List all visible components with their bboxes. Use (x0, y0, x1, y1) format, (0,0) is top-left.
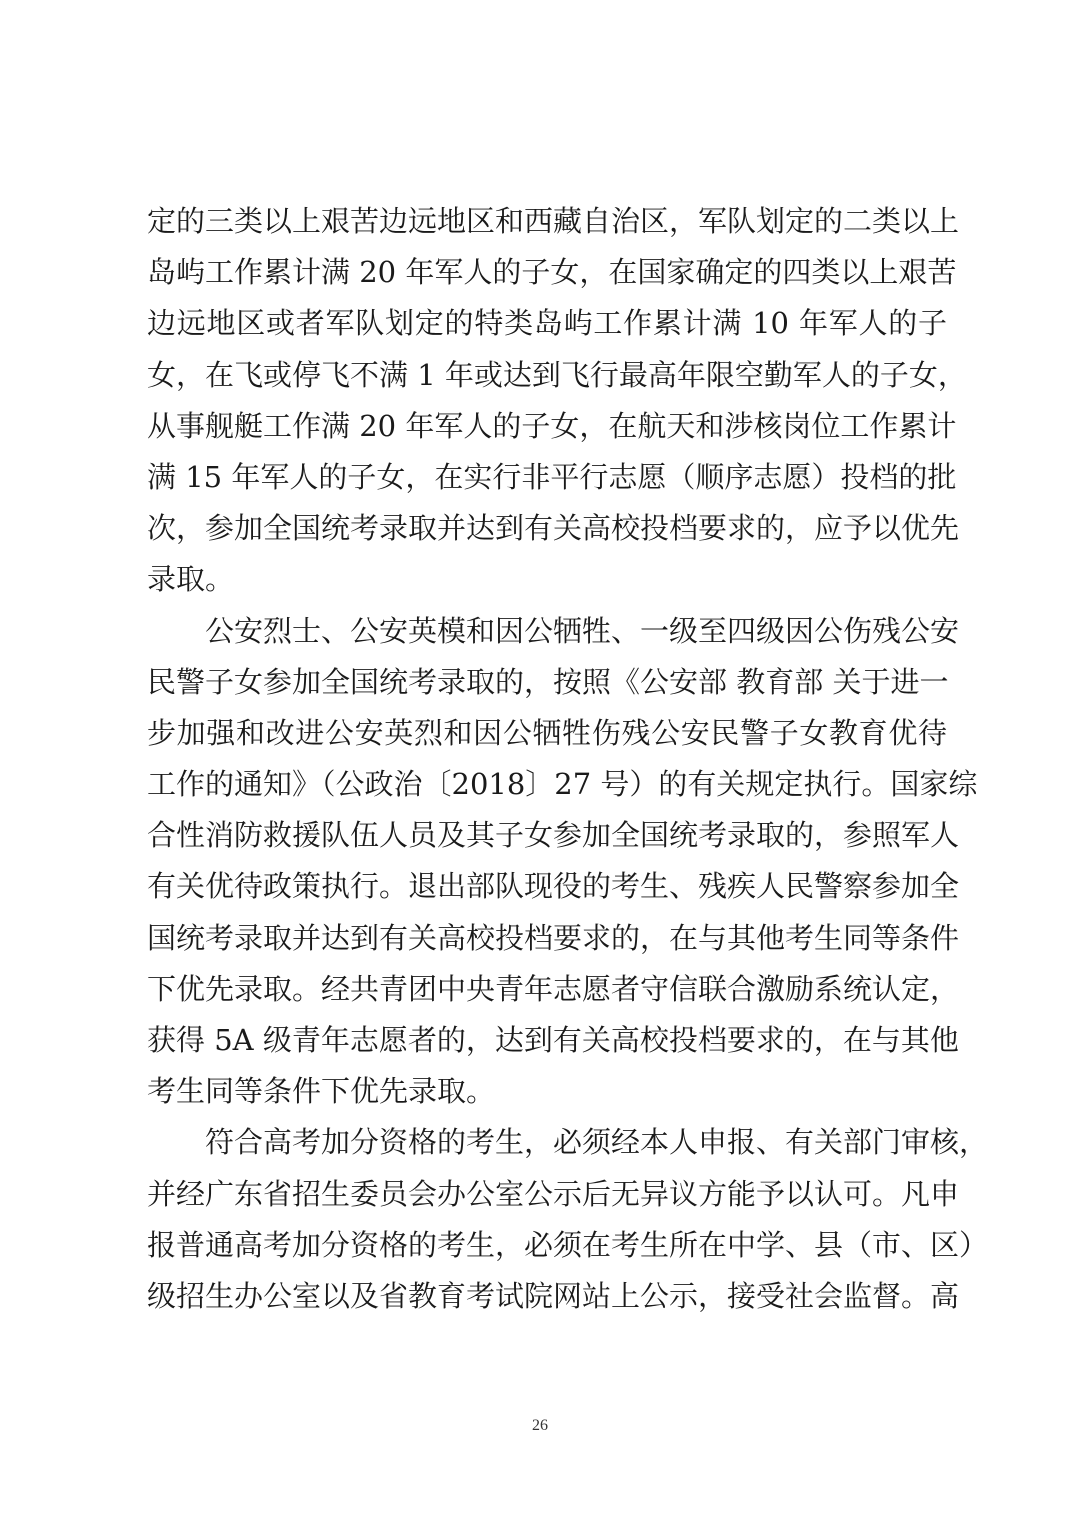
text-line: 步加强和改进公安英烈和因公牺牲伤残公安民警子女教育优待 (147, 715, 947, 750)
text-line: 工作的通知》（公政治〔2018〕27 号）的有关规定执行。国家综 (147, 767, 978, 802)
text-line: 民警子女参加全国统考录取的，按照《公安部 教育部 关于进一 (147, 664, 949, 699)
text-line: 有关优待政策执行。退出部队现役的考生、残疾人民警察参加全 (147, 869, 960, 904)
text-line: 并经广东省招生委员会办公室公示后无异议方能予以认可。凡申 (147, 1176, 960, 1211)
text-line: 次，参加全国统考录取并达到有关高校投档要求的，应予以优先 (147, 511, 960, 546)
text-line: 满 15 年军人的子女，在实行非平行志愿（顺序志愿）投档的批 (147, 459, 957, 494)
text-line: 定的三类以上艰苦边远地区和西藏自治区，军队划定的二类以上 (147, 204, 960, 238)
page-number: 26 (532, 1417, 548, 1434)
text-line: 报普通高考加分资格的考生，必须在考生所在中学、县（市、区） (147, 1227, 989, 1262)
text-line: 边远地区或者军队划定的特类岛屿工作累计满 10 年军人的子 (147, 306, 947, 341)
text-line: 下优先录取。经共青团中央青年志愿者守信联合激励系统认定， (147, 971, 960, 1006)
text-line: 考生同等条件下优先录取。 (147, 1074, 496, 1109)
text-line: 获得 5A 级青年志愿者的，达到有关高校投档要求的，在与其他 (147, 1023, 959, 1057)
text-line: 录取。 (147, 562, 235, 597)
text-line: 岛屿工作累计满 20 年军人的子女，在国家确定的四类以上艰苦 (147, 255, 957, 290)
text-line: 国统考录取并达到有关高校投档要求的，在与其他考生同等条件 (147, 920, 960, 955)
text-line: 级招生办公室以及省教育考试院网站上公示，接受社会监督。高 (147, 1278, 960, 1313)
text-line: 公安烈士、公安英模和因公牺牲、一级至四级因公伤残公安 (205, 613, 960, 648)
text-line: 从事舰艇工作满 20 年军人的子女，在航天和涉核岗位工作累计 (147, 408, 957, 443)
text-line: 符合高考加分资格的考生，必须经本人申报、有关部门审核， (205, 1125, 989, 1160)
text-line: 女，在飞或停飞不满 1 年或达到飞行最高年限空勤军人的子女， (147, 357, 967, 392)
body-text (147, 196, 989, 1322)
text-line: 合性消防救援队伍人员及其子女参加全国统考录取的，参照军人 (147, 818, 960, 853)
